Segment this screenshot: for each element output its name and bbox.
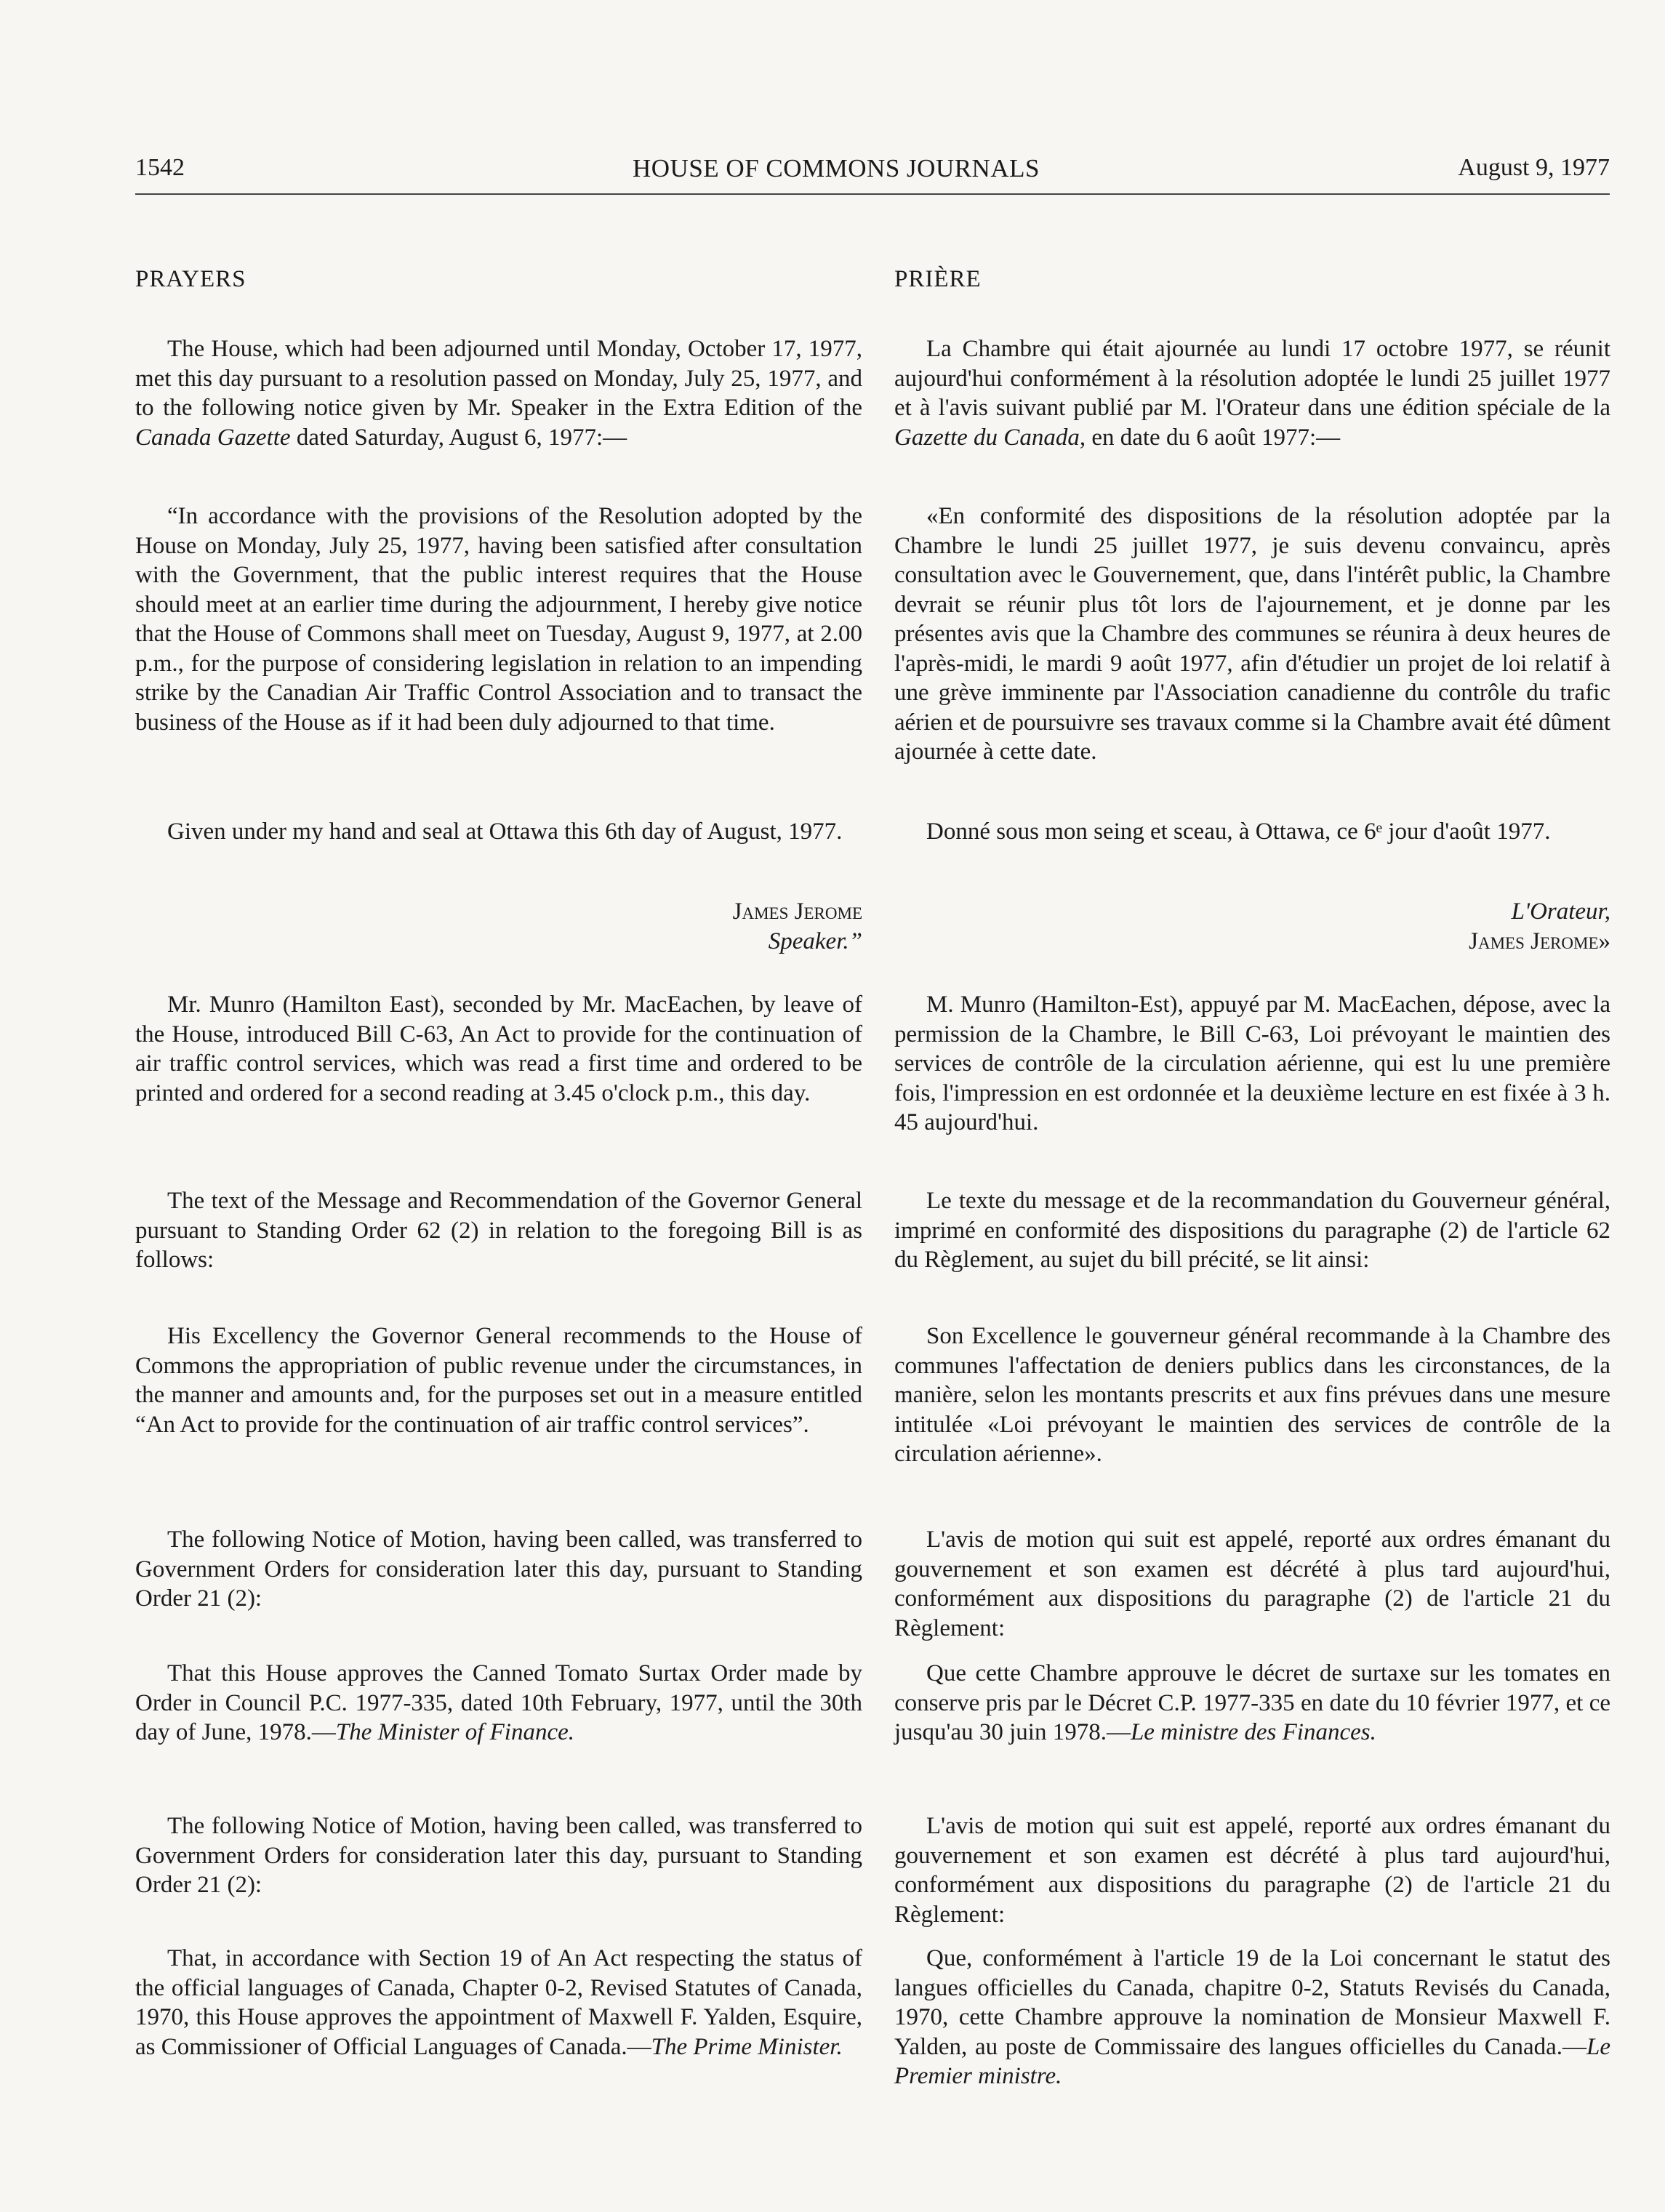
journal-title: HOUSE OF COMMONS JOURNALS (633, 154, 1040, 182)
paragraph-notice: “In accordance with the provisions of the Resolution adopted by the House on Monday, July 25, 1977, having been satisfied after consultation with the Government, that the public interest requires that the House should meet at an earlier time during the adjournment, I hereby give notice that the House of Commons shall meet on Tuesday, August 9, 1977, at 2.00 p.m., for the purpose of considering legislation in relation to an impending strike by the Canadian Air Traffic Control Association and to transact the business of the House as if it had been duly adjourned to that time. (135, 503, 862, 736)
signature (894, 897, 1610, 956)
section-heading (135, 265, 862, 294)
journal-date: August 9, 1977 (1458, 154, 1610, 181)
paragraph-bill: Mr. Munro (Hamilton East), seconded by Mr. MacEachen, by leave of the House, introduced Bill C-63, An Act to provide for the continuation of air traffic control services, which was read a first time and ordered to be printed and ordered for a second reading at 3.45 o'clock p.m., this day. (135, 992, 862, 1106)
paragraph-given: Given under my hand and seal at Ottawa this 6th day of August, 1977. (167, 819, 843, 845)
section-heading (894, 265, 1610, 294)
paragraph-recommendation: His Excellency the Governor General recommends to the House of Commons the appropriation of public revenue under the circumstances, in the manner and amounts and, for the purposes set out in a measure entitled “An Act to provide for the continuation of air traffic control services”. (135, 1323, 862, 1438)
page-number: 1542 (135, 154, 185, 181)
paragraph-message: Le texte du message et de la recommandation du Gouverneur général, imprimé en conformité des dispositions du paragraphe (2) de l'article 62 du Règlement, au sujet du bill précité, se lit ainsi: (894, 1188, 1610, 1273)
paragraph-motion-commissioner: That, in accordance with Section 19 of An Act respecting the status of the official languages of Canada, Chapter 0-2, Revised Statutes of Canada, 1970, this House approves the appointment of Maxwell F. Yalden, Esquire, as Commissioner of Official Languages of Canada.—The Prime Minister. (135, 1945, 862, 2060)
paragraph-notice: «En conformité des dispositions de la résolution adoptée par la Chambre le lundi 25 juillet 1977, je suis devenu convaincu, après consultation avec le Gouvernement, que, dans l'intérêt public, la Chambre devrait se réunir plus tôt lors de l'ajournement, et je donne par les présentes avis que la Chambre des communes se réunira à deux heures de l'après-midi, le mardi 9 août 1977, afin d'étudier un projet de loi relatif à une grève imminente par l'Association canadienne du contrôle du trafic aérien et de poursuivre ses travaux comme si la Chambre avait été dûment ajournée à cette date. (894, 503, 1610, 765)
paragraph-message: The text of the Message and Recommendation of the Governor General pursuant to Standing Order 62 (2) in relation to the foregoing Bill is as follows: (135, 1188, 862, 1273)
heading-priere: PRIÈRE (894, 266, 982, 292)
paragraph-recommendation: Son Excellence le gouverneur général recommande à la Chambre des communes l'affectation de deniers publics dans les circonstances, de la manière, selon les montants prescrits et aux fins prévues dans une mesure intitulée «Loi prévoyant le maintien des services de contrôle de la circulation aérienne». (894, 1323, 1610, 1467)
paragraph-motion-commissioner: Que, conformément à l'article 19 de la Loi concernant le statut des langues officielles du Canada, chapitre 0-2, Statuts Revisés du Canada, 1970, cette Chambre approuve la nomination de Monsieur Maxwell F. Yalden, au poste de Commissaire des langues officielles du Canada.—Le Premier ministre. (894, 1945, 1610, 2089)
paragraph-notice-motion-1: The following Notice of Motion, having been called, was transferred to Government Orders for consideration later this day, pursuant to Standing Order 21 (2): (135, 1527, 862, 1612)
paragraph-motion-tomato: Que cette Chambre approuve le décret de surtaxe sur les tomates en conserve pris par le Décret C.P. 1977-335 en date du 10 février 1977, et ce jusqu'au 30 juin 1978.—Le ministre des Finances. (894, 1660, 1610, 1745)
paragraph-sitting: La Chambre qui était ajournée au lundi 17 octobre 1977, se réunit aujourd'hui conformément à la résolution adoptée le lundi 25 juillet 1977 et à l'avis suivant publié par M. l'Orateur dans une édition spéciale de la Gazette du Canada, en date du 6 août 1977:— (894, 336, 1610, 451)
heading-prayers: PRAYERS (135, 266, 246, 292)
signature-title: Speaker.” (768, 928, 862, 954)
paragraph-notice-motion-2: The following Notice of Motion, having been called, was transferred to Government Orders for consideration later this day, pursuant to Standing Order 21 (2): (135, 1813, 862, 1898)
paragraph-bill: M. Munro (Hamilton-Est), appuyé par M. MacEachen, dépose, avec la permission de la Chambre, le Bill C-63, Loi prévoyant le maintien des services de contrôle de la circulation aérienne, qui est lu une première fois, l'impression en est ordonnée et la deuxième lecture en est fixée à 3 h. 45 aujourd'hui. (894, 992, 1610, 1135)
paragraph-notice-motion-1: L'avis de motion qui suit est appelé, reporté aux ordres émanant du gouvernement et son examen est décrété à plus tard aujourd'hui, conformément aux dispositions du paragraphe (2) de l'article 21 du Règlement: (894, 1527, 1610, 1641)
paragraph-notice-motion-2: L'avis de motion qui suit est appelé, reporté aux ordres émanant du gouvernement et son examen est décrété à plus tard aujourd'hui, conformément aux dispositions du paragraphe (2) de l'article 21 du Règlement: (894, 1813, 1610, 1928)
header-rule (135, 193, 1610, 195)
paragraph-motion-tomato: That this House approves the Canned Tomato Surtax Order made by Order in Council P.C. 1977-335, dated 10th February, 1977, until the 30th day of June, 1978.—The Minister of Finance. (135, 1660, 862, 1745)
gazette-title: Canada Gazette (135, 424, 291, 451)
signature-title: L'Orateur, (1511, 898, 1610, 925)
signature (135, 897, 862, 956)
gazette-title: Gazette du Canada (894, 424, 1080, 451)
paragraph-sitting: The House, which had been adjourned until Monday, October 17, 1977, met this day pursuant to a resolution passed on Monday, July 25, 1977, and to the following notice given by Mr. Speaker in the Extra Edition of the Canada Gazette dated Saturday, August 6, 1977:— (135, 336, 862, 451)
signature-name: James Jerome» (1469, 928, 1610, 954)
paragraph-given: Donné sous mon seing et sceau, à Ottawa, ce 6ᵉ jour d'août 1977. (926, 819, 1551, 845)
signature-name: James Jerome (732, 898, 862, 925)
